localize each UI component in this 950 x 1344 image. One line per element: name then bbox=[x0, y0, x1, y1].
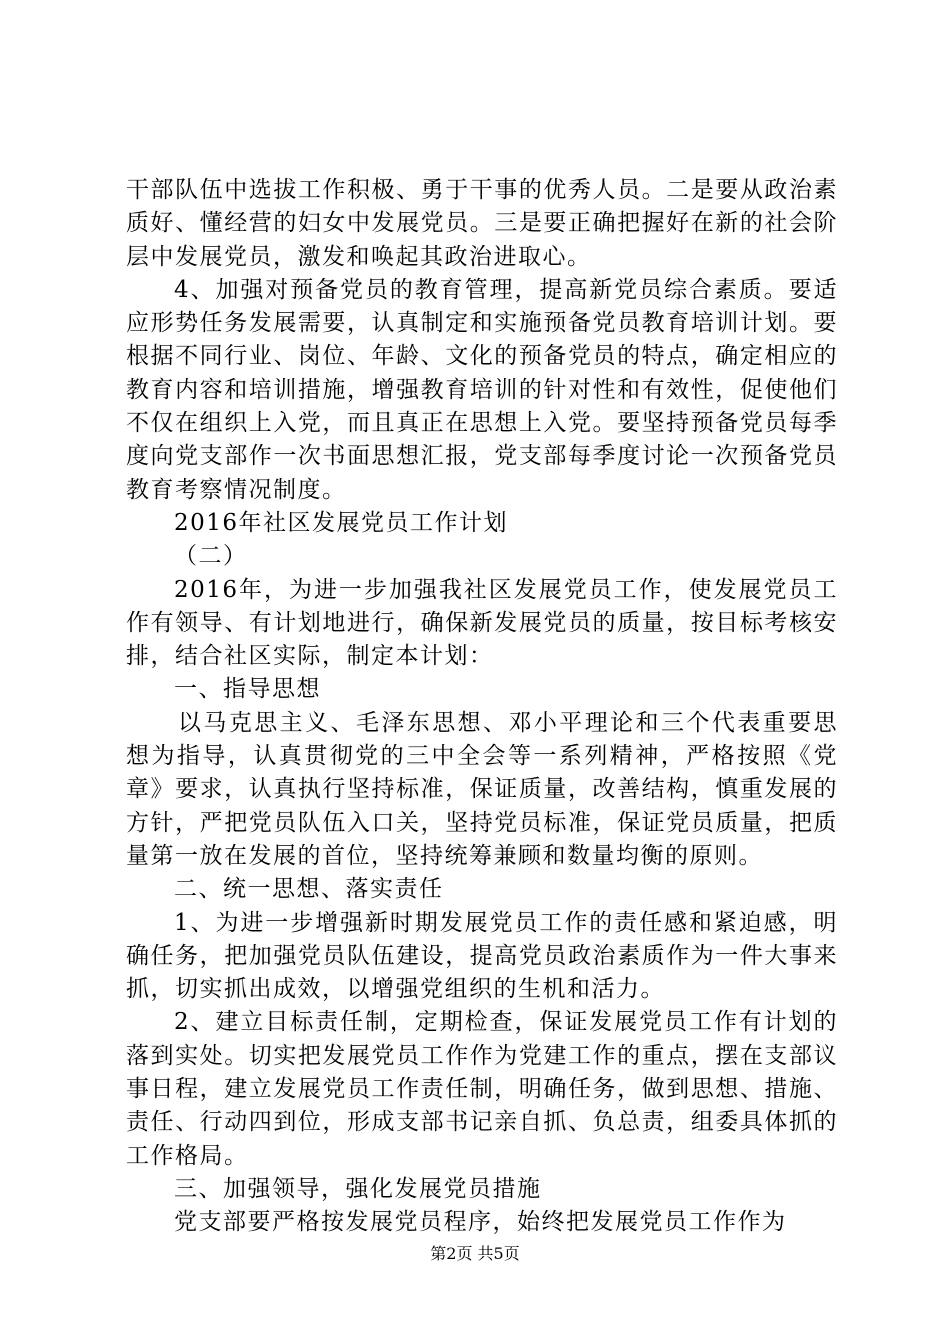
heading-strengthen-leadership: 三、加强领导，强化发展党员措施 bbox=[174, 1175, 542, 1202]
paragraph-continuation: 干部队伍中选拔工作积极、勇于干事的优秀人员。二是要从政治素质好、懂经营的妇女中发展党员。三是要正确把握好在新的社会阶层中发展党员，激发和唤起其政治进取心。 bbox=[126, 177, 838, 270]
section-title: 2016年社区发展党员工作计划 bbox=[174, 509, 509, 536]
heading-unify-thought: 二、统一思想、落实责任 bbox=[174, 876, 444, 903]
section-subtitle: （二） bbox=[174, 543, 248, 570]
heading-guiding-thought: 一、指导思想 bbox=[174, 676, 321, 703]
paragraph-item-4: 4、加强对预备党员的教育管理，提高新党员综合素质。要适应形势任务发展需要，认真制定和实施预备党员教育培训计划。要根据不同行业、岗位、年龄、文化的预备党员的特点，确定相应的教育内容和培训措施，增强教育培训的针对性和有效性，促使他们不仅在组织上入党，而且真正在思想上入党。要坚持预备党员每季度向党支部作一次书面思想汇报，党支部每季度讨论一次预备党员教育考察情况制度。 bbox=[126, 276, 838, 503]
paragraph-item-1: 1、为进一步增强新时期发展党员工作的责任感和紧迫感，明确任务，把加强党员队伍建设，提高党员政治素质作为一件大事来抓，切实抓出成效，以增强党组织的生机和活力。 bbox=[126, 909, 838, 1003]
paragraph-party-branch: 党支部要严格按发展党员程序，始终把发展党员工作作为 bbox=[174, 1209, 787, 1236]
paragraph-item-2: 2、建立目标责任制，定期检查，保证发展党员工作有计划的落到实处。切实把发展党员工作作为党建工作的重点，摆在支部议事日程，建立发展党员工作责任制，明确任务，做到思想、措施、责任、行动四到位，形成支部书记亲自抓、负总责，组委具体抓的工作格局。 bbox=[126, 1009, 838, 1169]
document-body bbox=[126, 174, 838, 1240]
page-number: 第2页 共5页 bbox=[430, 1244, 520, 1263]
paragraph-intro: 2016年，为进一步加强我社区发展党员工作，使发展党员工作有领导、有计划地进行，确保新发展党员的质量，按目标考核安排，结合社区实际，制定本计划： bbox=[126, 576, 838, 670]
paragraph-guiding-thought: 以马克思主义、毛泽东思想、邓小平理论和三个代表重要思想为指导，认真贯彻党的三中全会等一系列精神，严格按照《党章》要求，认真执行坚持标准，保证质量，改善结构，慎重发展的方针，严把党员队伍入口关，坚持党员标准，保证党员质量，把质量第一放在发展的首位，坚持统筹兼顾和数量均衡的原则。 bbox=[126, 709, 838, 869]
